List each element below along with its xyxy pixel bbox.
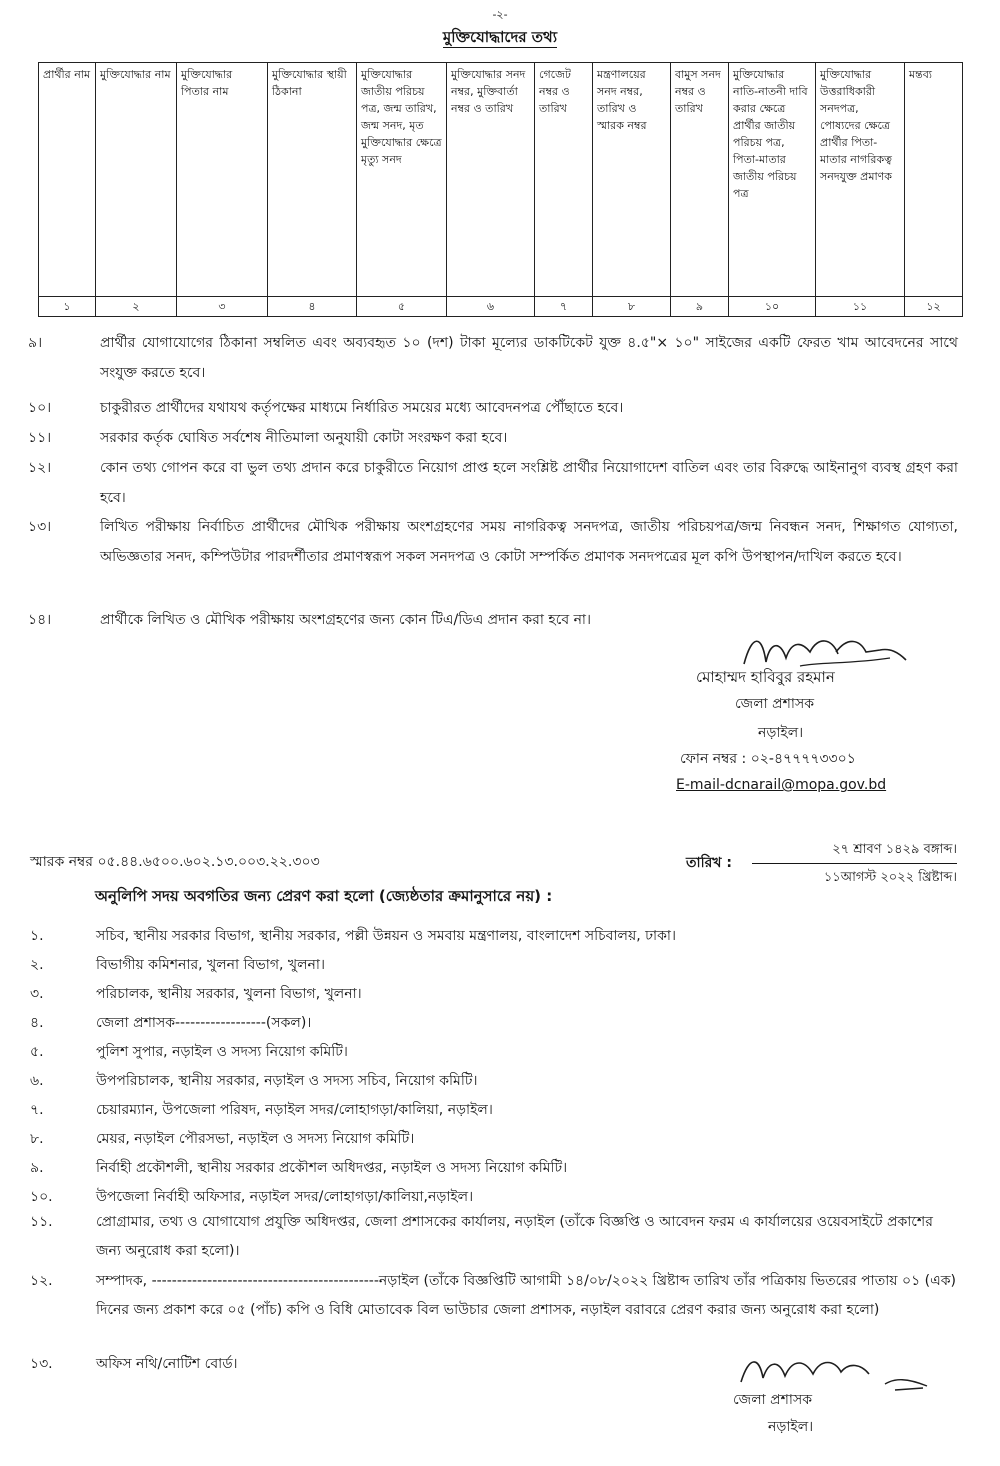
section-title [0, 26, 1000, 51]
copy-text: অফিস নথি/নোটিশ বোর্ড। [96, 1356, 238, 1372]
copy-number: ৯. [30, 1160, 44, 1176]
copy-number: ১২. [30, 1273, 53, 1289]
copy-text: বিভাগীয় কমিশনার, খুলনা বিভাগ, খুলনা। [96, 957, 325, 973]
copy-text: পরিচালক, স্থানীয় সরকার, খুলনা বিভাগ, খুলনা। [96, 986, 362, 1002]
copy-number: ১১. [30, 1214, 53, 1230]
instruction-text: প্রার্থীকে লিখিত ও মৌখিক পরীক্ষায় অংশগ্রহণের জন্য কোন টিএ/ডিএ প্রদান করা হবে না। [100, 612, 591, 628]
copy-text: সম্পাদক, ---------------------------------------------নড়াইল (তাঁকে বিজ্ঞপ্তিটি আগামী ১৪/০৮/২০২২ খ্রিষ্টাব্দ তারিখ তাঁর পত্রিকায় ভিতরের পাতায় ০১ (এক) দিনের জন্য প্রকাশ করে ০৫ (পাঁচ) কপি ও বিধি মোতাবেক বিল ভাউচার জেলা প্রশাসক, নড়াইল বরাবরে প্রেরণ করার জন্য অনুরোধ করা হলো) [96, 1273, 956, 1318]
instruction-number: ১৪। [28, 612, 52, 628]
copy-text: চেয়ারম্যান, উপজেলা পরিষদ, নড়াইল সদর/লোহাগড়া/কালিয়া, নড়াইল। [96, 1102, 493, 1118]
table-header-cell: মুক্তিযোদ্ধার নাতি-নাতনী দাবি করার ক্ষেত্রে প্রার্থীর জাতীয় পরিচয় পত্র, পিতা-মাতার জাতীয় পরিচয় পত্র [729, 63, 816, 297]
copy-text: জেলা প্রশাসক------------------(সকল)। [96, 1015, 312, 1031]
instruction-text: প্রার্থীর যোগাযোগের ঠিকানা সম্বলিত এবং অব্যবহৃত ১০ (দশ) টাকা মূল্যের ডাকটিকেট যুক্ত ৪.৫"× ১০" সাইজের একটি ফেরত খাম আবেদনের সাথে সংযুক্ত করতে হবে। [100, 335, 958, 381]
table-header-cell: বামুস সনদ নম্বর ও তারিখ [671, 63, 729, 297]
column-number: ১০ [729, 297, 816, 317]
copy-list-item [30, 1208, 960, 1266]
copy-number: ৮. [30, 1131, 44, 1147]
copy-number: ২. [30, 957, 44, 973]
instruction-number: ৯। [28, 335, 43, 351]
date-bangla: ২৭ শ্রাবণ ১৪২৯ বঙ্গাব্দ। [752, 836, 957, 864]
instruction-text: লিখিত পরীক্ষায় নির্বাচিত প্রার্থীদের মৌখিক পরীক্ষায় অংশগ্রহণের সময় নাগরিকত্ব সনদপত্র, জাতীয় পরিচয়পত্র/জন্ম নিবন্ধন সনদ, শিক্ষাগত যোগ্যতা, অভিজ্ঞতার সনদ, কম্পিউটার পারদর্শীতার প্রমাণস্বরূপ সকল সনদপত্র ও কোটা সম্পর্কিত প্রমাণক সনদপত্রের মূল কপি উপস্থাপন/দাখিল করতে হবে। [100, 519, 958, 565]
instruction-item [28, 328, 958, 388]
instruction-item [28, 393, 958, 423]
column-number: ৬ [447, 297, 535, 317]
copy-text: উপপরিচালক, স্থানীয় সরকার, নড়াইল ও সদস্য সচিব, নিয়োগ কমিটি। [96, 1073, 478, 1089]
copy-text: নির্বাহী প্রকৌশলী, স্থানীয় সরকার প্রকৌশল অধিদপ্তর, নড়াইল ও সদস্য নিয়োগ কমিটি। [96, 1160, 568, 1176]
copy-number: ১০. [30, 1189, 53, 1205]
date-english: ১১আগস্ট ২০২২ খ্রিষ্টাব্দ। [823, 870, 957, 885]
signatory-phone: ফোন নম্বর : ০২-৪৭৭৭৭৩৩০১ [680, 751, 856, 767]
table-header-cell: মুক্তিযোদ্ধার উত্তরাধিকারী সনদপত্র, পোষ্যদের ক্ষেত্রে প্রার্থীর পিতা-মাতার নাগরিকত্ব সনদযুক্ত প্রমাণক [816, 63, 905, 297]
instruction-number: ১১। [28, 430, 52, 446]
table-header-cell: গেজেট নম্বর ও তারিখ [535, 63, 593, 297]
table-header-cell: মুক্তিযোদ্ধার সনদ নম্বর, মুক্তিবার্তা নম্বর ও তারিখ [447, 63, 535, 297]
instruction-text: চাকুরীরত প্রার্থীদের যথাযথ কর্তৃপক্ষের মাধ্যমে নির্ধারিত সময়ের মধ্যে আবেদনপত্র পৌঁছাতে হবে। [100, 400, 624, 416]
table-header-row [39, 63, 963, 297]
section-title-text: মুক্তিযোদ্ধাদের তথ্য [442, 28, 558, 46]
instruction-item [28, 423, 958, 453]
copy-number: ৩. [30, 986, 44, 1002]
copy-heading: অনুলিপি সদয় অবগতির জন্য প্রেরণ করা হলো (জ্যেষ্ঠতার ক্রমানুসারে নয়) : [95, 887, 553, 905]
copy-number: ৫. [30, 1044, 44, 1060]
memo-date [752, 836, 957, 891]
copy-number: ৪. [30, 1015, 44, 1031]
copy-text: উপজেলা নির্বাহী অফিসার, নড়াইল সদর/লোহাগড়া/কালিয়া,নড়াইল। [96, 1189, 474, 1205]
copy-list-item [30, 1125, 960, 1154]
table-header-cell: মুক্তিযোদ্ধার স্থায়ী ঠিকানা [268, 63, 357, 297]
freedom-fighter-info-table [38, 62, 963, 317]
copy-text: মেয়র, নড়াইল পৌরসভা, নড়াইল ও সদস্য নিয়োগ কমিটি। [96, 1131, 415, 1147]
column-number: ৯ [671, 297, 729, 317]
copy-list-item [30, 1096, 960, 1125]
instruction-number: ১৩। [28, 519, 52, 535]
signatory-name: মোহাম্মদ হাবিবুর রহমান [696, 668, 835, 686]
signatory-district: নড়াইল। [758, 725, 804, 741]
instruction-number: ১০। [28, 400, 52, 416]
footer-signatory-designation: জেলা প্রশাসক [733, 1392, 812, 1408]
date-label: তারিখ : [686, 855, 732, 871]
instruction-item [28, 512, 958, 572]
instruction-number: ১২। [28, 460, 52, 476]
column-number: ১১ [816, 297, 905, 317]
copy-number: ৬. [30, 1073, 44, 1089]
copy-list-item [30, 1267, 960, 1325]
table-header-cell: মুক্তিযোদ্ধার পিতার নাম [177, 63, 268, 297]
footer-signatory-district: নড়াইল। [768, 1419, 814, 1435]
column-number: ২ [96, 297, 177, 317]
column-number: ৫ [357, 297, 447, 317]
table-header-cell: মুক্তিযোদ্ধার নাম [96, 63, 177, 297]
copy-list-item [30, 1009, 960, 1038]
table-header-cell: মন্তব্য [905, 63, 963, 297]
column-number: ১ [39, 297, 96, 317]
copy-text: প্রোগ্রামার, তথ্য ও যোগাযোগ প্রযুক্তি অধিদপ্তর, জেলা প্রশাসকের কার্যালয়, নড়াইল (তাঁকে বিজ্ঞপ্তি ও আবেদন ফরম এ কার্যালয়ের ওয়েবসাইটে প্রকাশের জন্য অনুরোধ করা হলো)। [96, 1214, 933, 1259]
copy-list-item [30, 922, 960, 951]
copy-list-item [30, 980, 960, 1009]
copy-number: ১৩. [30, 1356, 53, 1372]
instruction-text: সরকার কর্তৃক ঘোষিত সর্বশেষ নীতিমালা অনুযায়ী কোটা সংরক্ষণ করা হবে। [100, 430, 508, 446]
copy-list-item [30, 1154, 960, 1183]
copy-list-item [30, 1038, 960, 1067]
table-header-cell: মুক্তিযোদ্ধার জাতীয় পরিচয় পত্র, জন্ম তারিখ, জন্ম সনদ, মৃত মুক্তিযোদ্ধার ক্ষেত্রে মৃত্যু সনদ [357, 63, 447, 297]
column-number: ৩ [177, 297, 268, 317]
copy-number: ৭. [30, 1102, 44, 1118]
table-header-cell: মন্ত্রণালয়ের সনদ নম্বর, তারিখ ও স্মারক নম্বর [593, 63, 671, 297]
signatory-email: E-mail-dcnarail@mopa.gov.bd [676, 777, 887, 793]
table-number-row [39, 297, 963, 317]
copy-text: পুলিশ সুপার, নড়াইল ও সদস্য নিয়োগ কমিটি। [96, 1044, 348, 1060]
instruction-text: কোন তথ্য গোপন করে বা ভুল তথ্য প্রদান করে চাকুরীতে নিয়োগ প্রাপ্ত হলে সংশ্লিষ্ট প্রার্থীর নিয়োগাদেশ বাতিল এবং তার বিরুদ্ধে আইনানুগ ব্যবস্থ গ্রহণ করা হবে। [100, 460, 958, 506]
column-number: ৭ [535, 297, 593, 317]
instruction-item [28, 453, 958, 513]
table-header-cell: প্রার্থীর নাম [39, 63, 96, 297]
copy-list-item [30, 1067, 960, 1096]
column-number: ১২ [905, 297, 963, 317]
column-number: ৪ [268, 297, 357, 317]
column-number: ৮ [593, 297, 671, 317]
copy-text: সচিব, স্থানীয় সরকার বিভাগ, স্থানীয় সরকার, পল্লী উন্নয়ন ও সমবায় মন্ত্রণালয়, বাংলাদেশ সচিবালয়, ঢাকা। [96, 928, 676, 944]
copy-number: ১. [30, 928, 44, 944]
page-number: -২- [492, 8, 508, 21]
memo-number: স্মারক নম্বর ০৫.৪৪.৬৫০০.৬০২.১৩.০০৩.২২.৩০৩ [30, 854, 320, 870]
copy-list-item [30, 951, 960, 980]
signatory-designation: জেলা প্রশাসক [735, 696, 814, 712]
